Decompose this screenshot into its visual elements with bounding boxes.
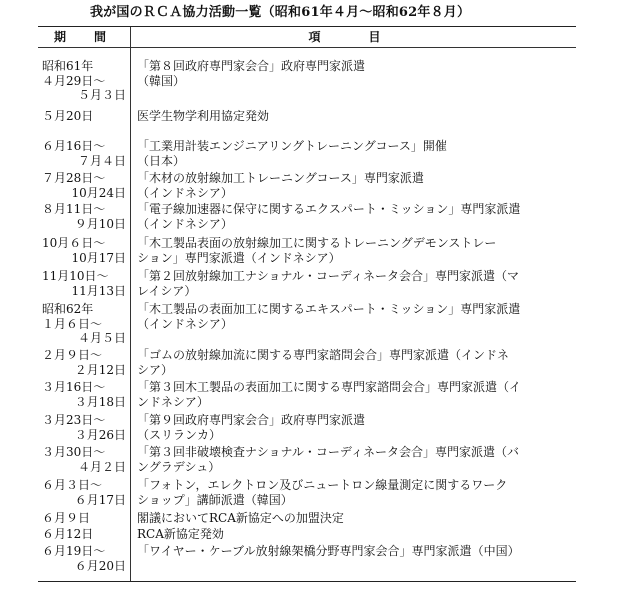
period-line: ３月23日～ [42,413,106,427]
item-line: 「第９回政府専門家会合」政府専門家派遣 [137,413,366,427]
item-line: 「木工製品の表面加工に関するエキスパート・ミッション」専門家派遣 [137,302,521,316]
item-line: 「フォトン，エレクトロン及びニュートロン線量測定に関するワーク [137,478,508,492]
row-period [42,527,128,542]
item-line: シア） [137,362,174,377]
row-period [42,544,128,573]
period-line: ６月17日 [74,492,126,507]
period-line: ６月12日 [42,527,94,541]
period-line: ４月５日 [77,331,126,345]
item-line: （インドネシア） [137,316,233,331]
period-line: ２月12日 [74,362,126,377]
column-divider [130,27,131,581]
item-line: 「第８回政府専門家会合」政府専門家派遣 [137,59,366,73]
row-item [137,109,572,124]
table-header [38,27,576,48]
item-line: ショップ」講師派遣（韓国） [137,492,293,507]
activity-table [38,26,576,582]
period-line: ３月26日 [74,427,126,442]
item-line: （インドネシア） [137,216,233,231]
period-line: ６月20日 [74,558,126,573]
item-line: 「第２回放射線加工ナショナル・コーディネータ会合」専門家派遣（マ [137,269,519,283]
item-line: 医学生物学利用協定発効 [137,109,270,123]
period-line: ７月28日～ [42,171,106,185]
page-title: 我が国のＲＣＡ協力活動一覧（昭和61年４月～昭和62年８月） [90,5,471,20]
row-period [42,202,128,231]
header-item: 項 目 [308,30,399,44]
row-item [137,380,572,409]
row-period [42,269,128,298]
row-item [137,269,572,298]
period-line: 昭和61年 [42,59,94,73]
period-line: １月６日～ [42,316,103,331]
row-item [137,171,572,200]
item-line: 「電子線加速器に保守に関するエクスパート・ミッション」専門家派遣 [137,202,521,216]
item-line: 「木工製品表面の放射線加工に関するトレーニングデモンストレー [137,236,497,250]
row-period [42,139,128,168]
row-item [137,139,572,168]
item-line: 「ワイヤー・ケーブル放射線架橋分野専門家会合」専門家派遣（中国） [137,544,520,558]
row-item [137,59,572,88]
period-line: ３月18日 [74,394,126,409]
row-item [137,348,572,377]
period-line: ３月16日～ [42,380,106,394]
row-period [42,109,128,124]
row-item [137,302,572,331]
period-line: 10月６日～ [42,236,106,250]
item-line: （韓国） [137,73,186,88]
row-period [42,171,128,200]
period-line: ５月20日 [42,109,94,123]
row-item [137,544,572,559]
item-line: ンドネシア） [137,394,209,409]
row-period [42,59,128,103]
period-line: ４月２日 [77,459,126,474]
row-period [42,380,128,409]
period-line: ３月30日～ [42,445,106,459]
item-line: 「第３回非破壊検査ナショナル・コーディネータ会合」専門家派遣（バ [137,445,519,459]
period-line: 10月17日 [71,250,126,265]
period-line: ８月11日～ [42,202,106,216]
item-line: ション」専門家派遣（インドネシア） [137,250,341,265]
period-line: ２月９日～ [42,348,103,362]
period-line: ４月29日～ [42,73,106,88]
period-line: ９月10日 [74,216,126,231]
row-period [42,302,128,346]
row-period [42,348,128,377]
item-line: RCA新協定発効 [137,527,224,541]
period-line: ６月19日～ [42,544,106,558]
row-item [137,413,572,442]
row-period [42,478,128,507]
period-line: ６月９日 [42,511,91,525]
row-period [42,236,128,265]
period-line: 昭和62年 [42,302,94,316]
item-line: レイシア） [137,283,197,298]
period-line: 11月10日～ [42,269,109,283]
item-line: 閣議においてRCA新協定への加盟決定 [137,511,344,525]
row-period [42,413,128,442]
row-period [42,511,128,526]
row-item [137,236,572,265]
item-line: （スリランカ） [137,427,222,442]
item-line: 「木材の放射線加工トレーニングコース」専門家派遣 [137,171,424,185]
item-line: （インドネシア） [137,185,233,200]
row-item [137,527,572,542]
period-line: ６月16日～ [42,139,106,153]
item-line: 「工業用計装エンジニアリングトレーニングコース」開催 [137,139,447,153]
item-line: 「第３回木工製品の表面加工に関する専門家諮問会合」専門家派遣（イ [137,380,522,394]
period-line: ６月３日～ [42,478,103,492]
row-item [137,511,572,526]
row-item [137,445,572,474]
row-item [137,478,572,507]
period-line: 10月24日 [71,185,126,200]
item-line: （日本） [137,153,186,168]
period-line: ５月３日 [77,88,126,102]
period-line: ７月４日 [77,153,126,168]
row-period [42,445,128,474]
row-item [137,202,572,231]
header-period: 期 間 [53,30,114,44]
item-line: 「ゴムの放射線加流に関する専門家諮問会合」専門家派遣（インドネ [137,348,509,362]
period-line: 11月13日 [71,283,126,298]
item-line: ングラデシュ） [137,459,221,474]
